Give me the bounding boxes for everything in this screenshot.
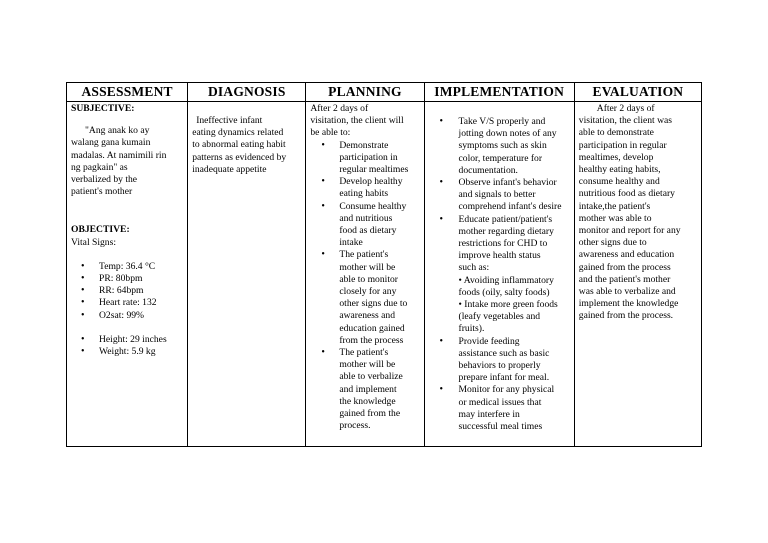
implementation-item <box>429 177 571 214</box>
vital-signs-list <box>71 261 184 322</box>
objective-label: OBJECTIVE: <box>71 224 130 236</box>
planning-item-line: and nutritious <box>339 212 393 224</box>
evaluation-line: gained from the process. <box>578 310 674 322</box>
planning-item-line: and implement <box>339 383 397 395</box>
planning-intro-line: be able to: <box>310 127 351 139</box>
planning-item-line: intake <box>339 237 363 249</box>
diagnosis-line: inadequate appetite <box>192 163 267 175</box>
content-row <box>67 102 702 447</box>
measurement-item: • Weight: 5.9 kg <box>71 346 184 358</box>
header-assessment: ASSESSMENT <box>67 83 188 102</box>
implementation-item-line: • Take V/S properly and <box>458 116 546 127</box>
planning-list <box>310 140 420 433</box>
planning-item-line: the knowledge <box>339 395 396 407</box>
implementation-item-line: color, temperature for <box>458 152 543 164</box>
planning-cell <box>306 102 424 447</box>
vital-sign-item: • O2sat: 99% <box>71 310 184 322</box>
implementation-item-line: fruits). <box>458 323 485 335</box>
implementation-item-line: and signals to better <box>458 189 536 201</box>
implementation-item-line: assistance such as basic <box>458 347 550 359</box>
planning-item-line: food as dietary <box>339 225 397 237</box>
planning-item <box>310 176 420 200</box>
planning-item-line: awareness and <box>339 310 396 322</box>
implementation-item-line: • Intake more green foods <box>458 299 558 311</box>
implementation-item-line: or medical issues that <box>458 396 542 408</box>
evaluation-line: After 2 days of <box>596 103 655 114</box>
vital-sign-item: • Temp: 36.4 °C <box>71 261 184 273</box>
implementation-item-line: prepare infant for meal. <box>458 372 550 384</box>
vital-sign-item: • RR: 64bpm <box>71 285 184 297</box>
header-row <box>67 83 702 102</box>
planning-item-line: regular mealtimes <box>339 164 409 176</box>
vital-sign-item: • Heart rate: 132 <box>71 297 184 309</box>
evaluation-content <box>575 102 701 323</box>
planning-item <box>310 201 420 250</box>
subjective-line: ng pagkain" as <box>71 161 128 173</box>
evaluation-line: visitation, the client was <box>578 115 673 127</box>
implementation-item-line: • Observe infant's behavior <box>458 177 557 189</box>
subjective-quote <box>71 125 184 198</box>
implementation-item-line: jotting down notes of any <box>458 128 557 140</box>
diagnosis-line: Ineffective infant <box>196 115 263 126</box>
diagnosis-content <box>188 102 305 176</box>
implementation-item-line: mother regarding dietary <box>458 225 554 237</box>
planning-item-line: • The patient's <box>339 249 389 261</box>
evaluation-line: awareness and education <box>578 249 675 261</box>
implementation-item <box>429 336 571 385</box>
implementation-item-line: restrictions for CHD to <box>458 238 548 250</box>
implementation-item-line: • Avoiding inflammatory <box>458 274 554 286</box>
diagnosis-line: eating dynamics related <box>192 127 284 139</box>
implementation-list <box>429 116 571 433</box>
planning-content <box>306 102 423 432</box>
planning-item-line: mother will be <box>339 261 396 273</box>
care-plan-table <box>66 82 702 447</box>
planning-item-line: closely for any <box>339 286 397 298</box>
implementation-item-line: may interfere in <box>458 408 520 420</box>
vital-sign-item: • PR: 80bpm <box>71 273 184 285</box>
measurement-item: • Height: 29 inches <box>71 334 184 346</box>
planning-item-line: • Develop healthy <box>339 176 403 188</box>
planning-item <box>310 249 420 347</box>
evaluation-line: was able to verbalize and <box>578 286 676 298</box>
planning-item-line: education gained <box>339 322 405 334</box>
evaluation-line: consume healthy and <box>578 176 660 188</box>
evaluation-line: intake,the patient's <box>578 200 651 212</box>
implementation-item-line: such as: <box>458 262 490 274</box>
implementation-item-line: comprehend infant's desire <box>458 201 562 213</box>
subjective-line: walang gana kumain <box>71 137 151 149</box>
assessment-content <box>67 102 187 358</box>
header-evaluation: EVALUATION <box>574 83 701 102</box>
planning-item-line: participation in <box>339 151 398 163</box>
vital-signs-label: Vital Signs: <box>71 236 116 248</box>
evaluation-line: able to demonstrate <box>578 127 654 139</box>
implementation-item-line: improve health status <box>458 250 541 262</box>
planning-item-line: eating habits <box>339 188 389 200</box>
planning-item-line: mother will be <box>339 359 396 371</box>
header-implementation: IMPLEMENTATION <box>424 83 574 102</box>
implementation-cell <box>424 102 574 447</box>
assessment-cell <box>67 102 188 447</box>
planning-item-line: gained from the <box>339 408 401 420</box>
evaluation-line: and the patient's mother <box>578 273 671 285</box>
subjective-line: verbalized by the <box>71 174 138 186</box>
evaluation-line: participation in regular <box>578 139 667 151</box>
subjective-line: "Ang anak ko ay <box>85 125 150 137</box>
header-diagnosis: DIAGNOSIS <box>188 83 306 102</box>
evaluation-line: gained from the process <box>578 261 671 273</box>
evaluation-line: healthy eating habits, <box>578 164 661 176</box>
planning-item-line: process. <box>339 420 371 432</box>
planning-item-line: able to monitor <box>339 273 398 285</box>
implementation-item-line: • Educate patient/patient's <box>458 213 553 225</box>
planning-item-line: • The patient's <box>339 347 389 359</box>
evaluation-line: implement the knowledge <box>578 298 679 310</box>
planning-item-line: able to verbalize <box>339 371 403 383</box>
evaluation-line: mother was able to <box>578 212 652 224</box>
subjective-line: patient's mother <box>71 186 133 198</box>
evaluation-line: monitor and report for any <box>578 225 681 237</box>
subjective-label: SUBJECTIVE: <box>71 103 135 114</box>
implementation-item-line: • Monitor for any physical <box>458 384 555 396</box>
planning-item-line: other signs due to <box>339 298 408 310</box>
implementation-item-line: successful meal times <box>458 421 543 433</box>
implementation-item-line: (leafy vegetables and <box>458 311 541 323</box>
planning-intro-line: visitation, the client will <box>310 115 404 127</box>
implementation-item-line: foods (oily, salty foods) <box>458 286 550 298</box>
evaluation-line: nutritious food as dietary <box>578 188 675 200</box>
evaluation-line: mealtimes, develop <box>578 151 654 163</box>
implementation-item <box>429 384 571 433</box>
implementation-content <box>425 102 574 433</box>
diagnosis-line: patterns as evidenced by <box>192 151 287 163</box>
implementation-item-line: symptoms such as skin <box>458 140 547 152</box>
implementation-item-line: behaviors to properly <box>458 360 541 372</box>
implementation-item <box>429 116 571 177</box>
diagnosis-line: to abnormal eating habit <box>192 139 286 151</box>
implementation-item-line: documentation. <box>458 164 518 176</box>
planning-item-line: • Consume healthy <box>339 200 407 212</box>
measurements-list <box>71 334 184 358</box>
planning-intro-line: After 2 days of <box>310 103 369 114</box>
planning-item <box>310 347 420 432</box>
planning-item-line: from the process <box>339 334 404 346</box>
evaluation-line: other signs due to <box>578 237 647 249</box>
header-planning: PLANNING <box>306 83 424 102</box>
evaluation-cell <box>574 102 701 447</box>
implementation-item-line: • Provide feeding <box>458 335 520 347</box>
subjective-line: madalas. At namimili rin <box>71 149 167 161</box>
planning-item <box>310 140 420 177</box>
planning-item-line: • Demonstrate <box>339 139 389 151</box>
implementation-item <box>429 214 571 336</box>
diagnosis-cell <box>188 102 306 447</box>
